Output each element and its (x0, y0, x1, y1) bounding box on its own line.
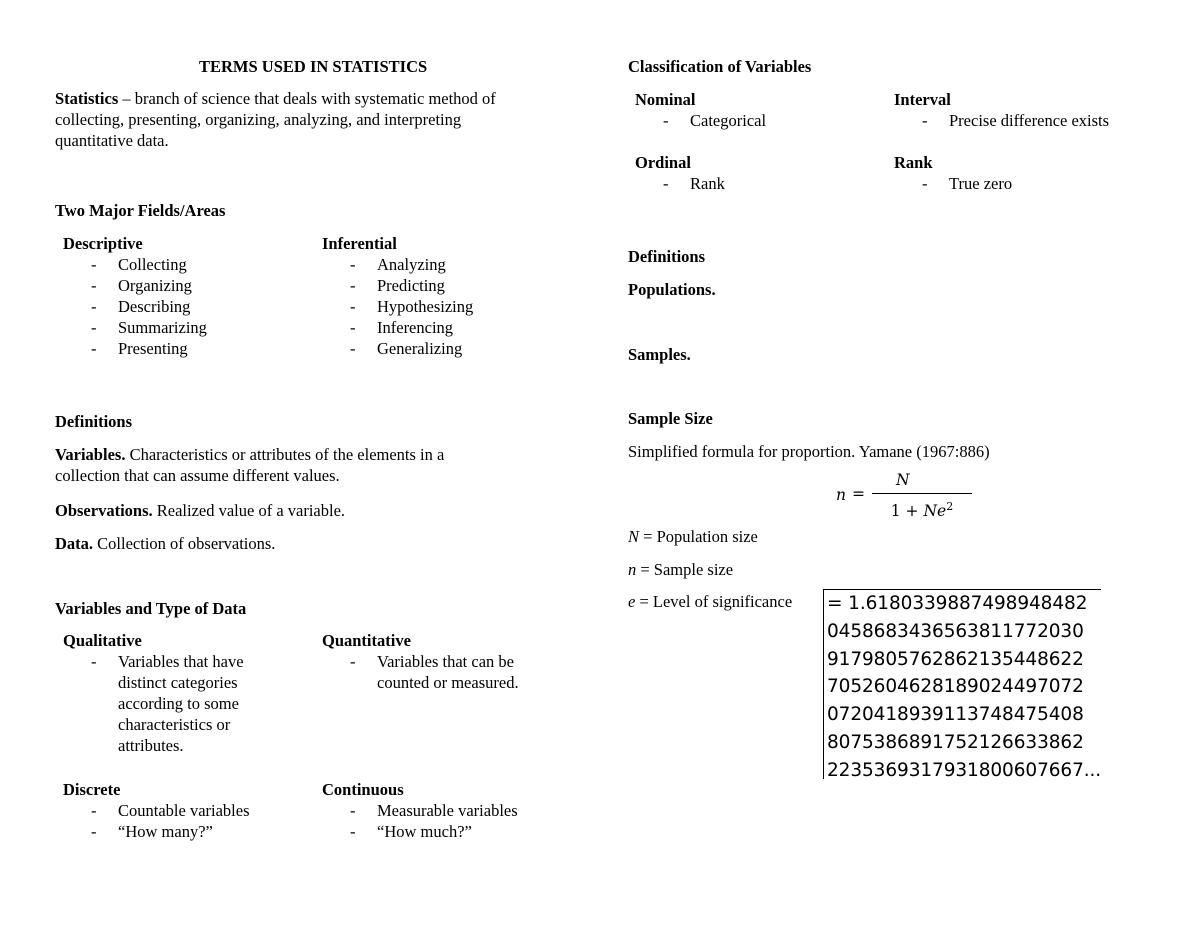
qualitative-label: Qualitative (63, 631, 142, 650)
data-text: Collection of observations. (93, 534, 276, 553)
statistics-term: Statistics (55, 89, 119, 108)
list-item: - Variables that have distinct categories according to some characteristics or attributes. (91, 652, 244, 755)
list-item: - Hypothesizing (350, 297, 474, 316)
ordinal-column (635, 152, 875, 194)
classification-heading: Classification of Variables (628, 57, 812, 76)
legend-level-of-significance: e = Level of significance (628, 592, 793, 611)
statistics-line-2: collecting, presenting, organizing, analyzing, and interpreting (55, 110, 462, 129)
digits-line: 9179805762862135448622 (827, 648, 1084, 670)
list-item: - Variables that can be counted or measured. (350, 652, 519, 692)
observations-definition (55, 500, 585, 521)
interval-label: Interval (894, 90, 951, 109)
observations-term: Observations. (55, 501, 153, 520)
interval-column (894, 89, 1194, 131)
inferential-label: Inferential (322, 234, 397, 253)
rank-label: Rank (894, 153, 933, 172)
formula-numerator: N (896, 471, 910, 489)
legend-population-size: N = Population size (628, 527, 758, 546)
inferential-column (322, 233, 562, 359)
variables-term: Variables. (55, 445, 126, 464)
variables-definition (55, 444, 585, 486)
descriptive-label: Descriptive (63, 234, 143, 253)
formula-denominator: $1 + Ne^2$ (890, 500, 954, 521)
variables-line-2: collection that can assume different values. (55, 466, 340, 485)
digits-line: = 1.6180339887498948482 (827, 593, 1088, 614)
digits-line: 0458683436563811772030 (827, 620, 1084, 642)
list-item: - Categorical (663, 111, 767, 130)
fraction-bar (872, 493, 972, 494)
data-term: Data. (55, 534, 94, 553)
list-item: - Collecting (91, 255, 187, 274)
digits-line: 7052604628189024497072 (827, 676, 1084, 698)
qualitative-column (63, 630, 313, 756)
variables-line-1: Characteristics or attributes of the elements in a (125, 445, 445, 464)
right-definitions-heading: Definitions (628, 247, 706, 266)
digits-line: 8075386891752126633862 (827, 731, 1084, 753)
nominal-label: Nominal (635, 90, 696, 109)
continuous-label: Continuous (322, 780, 404, 799)
descriptive-column (63, 233, 303, 359)
populations-term: Populations. (628, 280, 716, 299)
list-item: - Predicting (350, 276, 445, 295)
list-item: - Organizing (91, 276, 192, 295)
page-title: TERMS USED IN STATISTICS (199, 57, 428, 76)
nominal-column (635, 89, 875, 131)
formula-equals: = (852, 485, 865, 503)
list-item: - Summarizing (91, 318, 207, 337)
statistics-definition (55, 88, 585, 151)
list-item: - Precise difference exists (922, 111, 1110, 130)
list-item: - Describing (91, 297, 191, 316)
digits-line: 0720418939113748475408 (827, 704, 1084, 726)
list-item: - Countable variables (91, 801, 250, 820)
list-item: - “How many?” (91, 822, 213, 841)
golden-ratio-digits (823, 589, 1101, 779)
list-item: - “How much?” (350, 822, 472, 841)
list-item: - Generalizing (350, 339, 463, 358)
statistics-line-1: – branch of science that deals with systematic method of (118, 89, 496, 108)
definitions-heading: Definitions (55, 412, 133, 431)
list-item: - True zero (922, 174, 1013, 193)
quantitative-column (322, 630, 582, 693)
samples-term: Samples. (628, 345, 691, 364)
discrete-column (63, 779, 313, 842)
types-heading: Variables and Type of Data (55, 599, 247, 618)
list-item: - Presenting (91, 339, 188, 358)
list-item: - Rank (663, 174, 725, 193)
sample-size-heading: Sample Size (628, 409, 713, 428)
list-item: - Inferencing (350, 318, 454, 337)
legend-sample-size: n = Sample size (628, 560, 734, 579)
list-item: - Analyzing (350, 255, 446, 274)
digits-line: 2235369317931800607667... (827, 759, 1101, 779)
data-definition (55, 533, 585, 554)
ordinal-label: Ordinal (635, 153, 691, 172)
statistics-line-3: quantitative data. (55, 131, 169, 150)
list-item: - Measurable variables (350, 801, 518, 820)
rank-column (894, 152, 1194, 194)
fields-heading: Two Major Fields/Areas (55, 201, 226, 220)
discrete-label: Discrete (63, 780, 121, 799)
observations-text: Realized value of a variable. (152, 501, 346, 520)
quantitative-label: Quantitative (322, 631, 411, 650)
formula-lhs: n (836, 486, 846, 504)
continuous-column (322, 779, 582, 842)
formula-caption: Simplified formula for proportion. Yamane (1967:886) (628, 442, 990, 461)
